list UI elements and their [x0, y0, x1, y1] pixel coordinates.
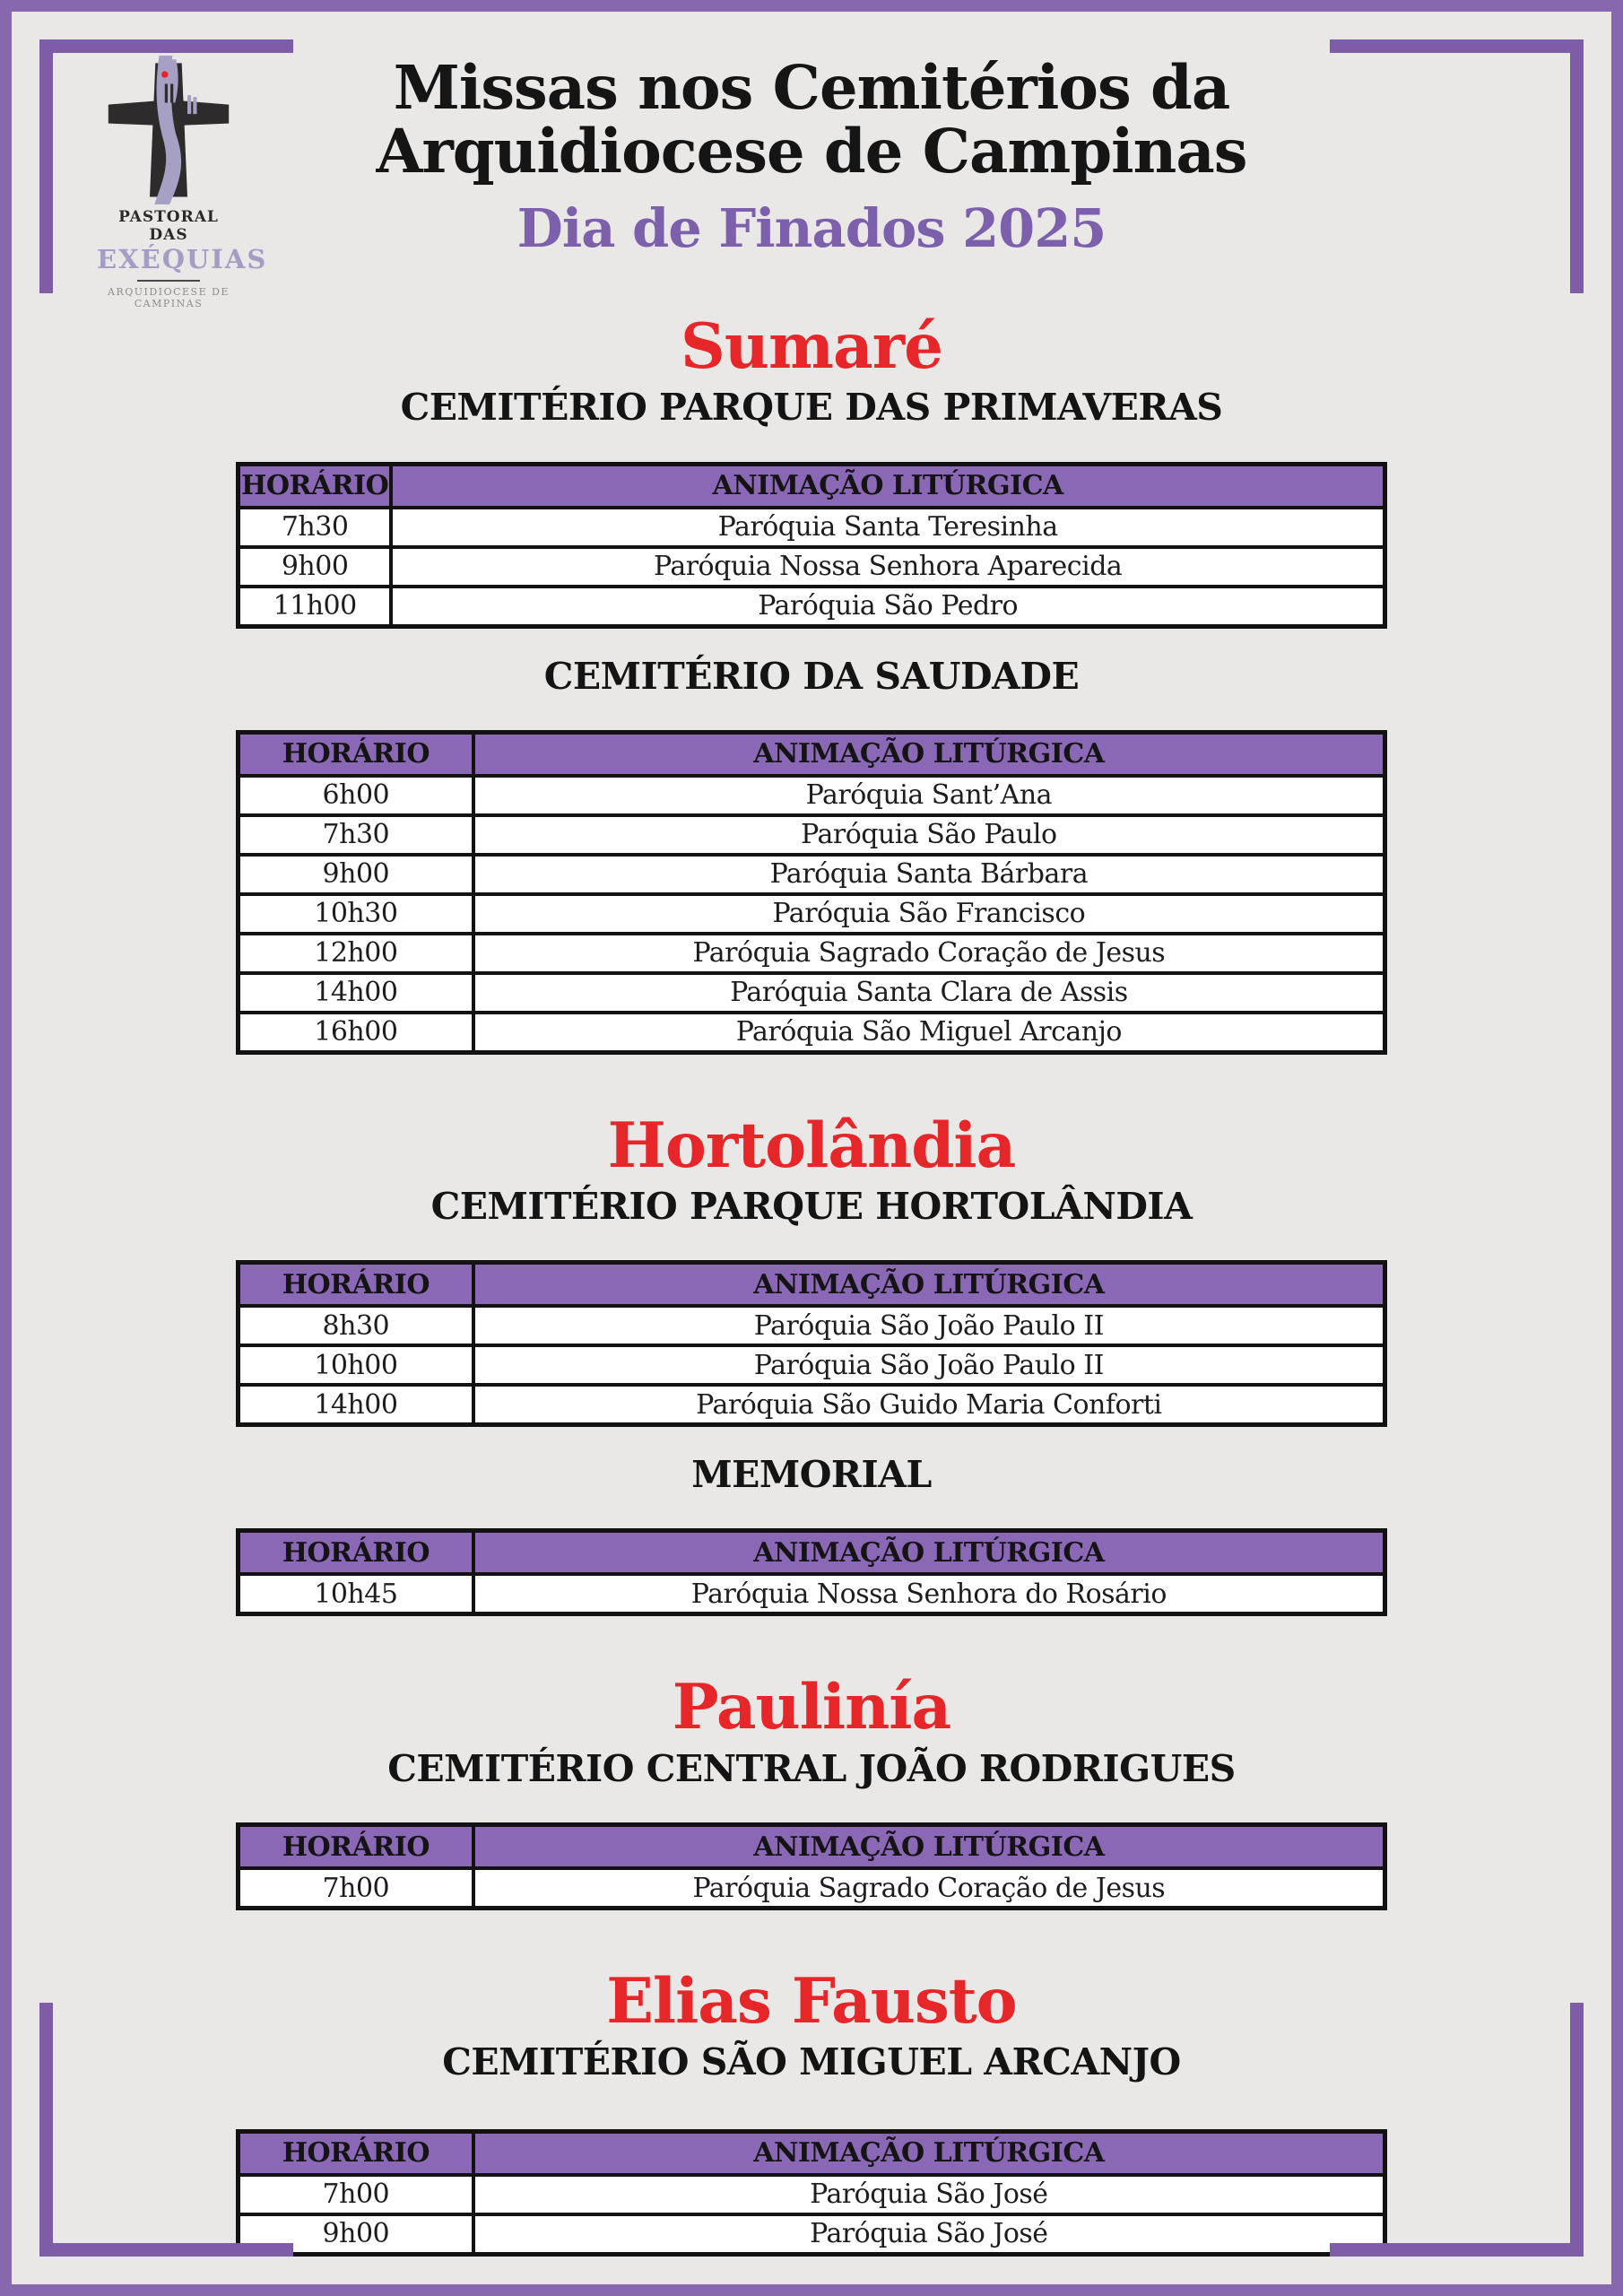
cemetery-heading-parque-das-primaveras: CEMITÉRIO PARQUE DAS PRIMAVERAS: [400, 386, 1223, 430]
time-cell: 9h00: [239, 2214, 473, 2255]
table-row: [239, 1013, 1385, 1053]
schedule-table-sao-miguel-arcanjo: [236, 2129, 1387, 2257]
table-row: [239, 547, 1385, 587]
parish-cell: Paróquia Sagrado Coração de Jesus: [473, 1868, 1385, 1909]
parish-cell: Paróquia Santa Bárbara: [473, 855, 1385, 894]
schedule-table-primaveras: [236, 462, 1387, 629]
time-cell: 7h00: [239, 2175, 473, 2214]
table-row: [239, 1345, 1385, 1385]
time-cell: 7h00: [239, 1868, 473, 1909]
schedule-table-central-joao-rodrigues: [236, 1822, 1387, 1910]
animacao-header: ANIMAÇÃO LITÚRGICA: [473, 732, 1385, 776]
time-cell: 16h00: [239, 1013, 473, 1053]
horario-header: HORÁRIO: [239, 464, 392, 508]
parish-cell: Paróquia São José: [473, 2214, 1385, 2255]
logo-text-arquidiocese: ARQUIDIOCESE DE CAMPINAS: [108, 286, 230, 309]
table-header-row: [239, 464, 1385, 508]
parish-cell: Paróquia Sant’Ana: [473, 776, 1385, 815]
table-row: [239, 1306, 1385, 1345]
time-cell: 12h00: [239, 934, 473, 973]
parish-cell: Paróquia São João Paulo II: [473, 1345, 1385, 1385]
parish-cell: Paróquia São Paulo: [473, 815, 1385, 855]
animacao-header: ANIMAÇÃO LITÚRGICA: [473, 1825, 1385, 1869]
parish-cell: Paróquia São João Paulo II: [473, 1306, 1385, 1345]
table-row: [239, 1385, 1385, 1425]
time-cell: 8h30: [239, 1306, 473, 1345]
table-row: [239, 587, 1385, 627]
animacao-header: ANIMAÇÃO LITÚRGICA: [473, 2131, 1385, 2175]
schedule-table-saudade: [236, 730, 1387, 1055]
page-subtitle: Dia de Finados 2025: [516, 197, 1107, 260]
parish-cell: Paróquia São Miguel Arcanjo: [473, 1013, 1385, 1053]
horario-header: HORÁRIO: [239, 1263, 473, 1307]
table-row: [239, 2214, 1385, 2255]
animacao-header: ANIMAÇÃO LITÚRGICA: [473, 1531, 1385, 1575]
table-row: [239, 973, 1385, 1013]
cemetery-heading-central-joao-rodrigues: CEMITÉRIO CENTRAL JOÃO RODRIGUES: [387, 1746, 1236, 1790]
logo-text-pastoral-das: PASTORAL DAS: [118, 208, 219, 244]
parish-cell: Paróquia Nossa Senhora Aparecida: [391, 547, 1384, 587]
parish-cell: Paróquia São Guido Maria Conforti: [473, 1385, 1385, 1425]
horario-header: HORÁRIO: [239, 1825, 473, 1869]
table-header-row: [239, 2131, 1385, 2175]
horario-header: HORÁRIO: [239, 732, 473, 776]
time-cell: 10h00: [239, 1345, 473, 1385]
table-row: [239, 934, 1385, 973]
parish-cell: Paróquia Sagrado Coração de Jesus: [473, 934, 1385, 973]
table-row: [239, 894, 1385, 934]
table-header-row: [239, 732, 1385, 776]
table-row: [239, 508, 1385, 547]
table-row: [239, 2175, 1385, 2214]
cemetery-heading-da-saudade: CEMITÉRIO DA SAUDADE: [543, 654, 1080, 698]
time-cell: 7h30: [239, 508, 392, 547]
parish-cell: Paróquia São José: [473, 2175, 1385, 2214]
cemetery-heading-memorial: MEMORIAL: [691, 1453, 932, 1497]
table-row: [239, 776, 1385, 815]
parish-cell: Paróquia Santa Clara de Assis: [473, 973, 1385, 1013]
schedule-table-parque-hortolandia: [236, 1260, 1387, 1427]
city-heading-paulinia: Paulinía: [672, 1671, 951, 1744]
time-cell: 7h30: [239, 815, 473, 855]
cemetery-heading-parque-hortolandia: CEMITÉRIO PARQUE HORTOLÂNDIA: [430, 1185, 1193, 1229]
schedule-table-memorial: [236, 1528, 1387, 1616]
table-header-row: [239, 1531, 1385, 1575]
table-row: [239, 1868, 1385, 1909]
city-heading-sumare: Sumaré: [681, 310, 942, 384]
table-header-row: [239, 1825, 1385, 1869]
hands-cross-icon: [101, 56, 236, 206]
time-cell: 14h00: [239, 1385, 473, 1425]
pastoral-exequias-logo: [97, 56, 268, 309]
parish-cell: Paróquia Nossa Senhora do Rosário: [473, 1574, 1385, 1614]
animacao-header: ANIMAÇÃO LITÚRGICA: [473, 1263, 1385, 1307]
parish-cell: Paróquia São Pedro: [391, 587, 1384, 627]
city-heading-elias-fausto: Elias Fausto: [606, 1965, 1017, 2039]
time-cell: 9h00: [239, 855, 473, 894]
horario-header: HORÁRIO: [239, 2131, 473, 2175]
time-cell: 9h00: [239, 547, 392, 587]
time-cell: 6h00: [239, 776, 473, 815]
animacao-header: ANIMAÇÃO LITÚRGICA: [391, 464, 1384, 508]
logo-text-exequias: EXÉQUIAS: [97, 244, 268, 274]
time-cell: 10h45: [239, 1574, 473, 1614]
city-heading-hortolandia: Hortolândia: [607, 1109, 1016, 1182]
time-cell: 14h00: [239, 973, 473, 1013]
table-row: [239, 855, 1385, 894]
table-header-row: [239, 1263, 1385, 1307]
page-title-line1: Missas nos Cemitérios da: [393, 52, 1230, 123]
table-row: [239, 815, 1385, 855]
logo-divider: [137, 280, 200, 282]
page-title-line2: Arquidiocese de Campinas: [376, 116, 1247, 187]
page-header: [0, 0, 1623, 259]
cemetery-heading-sao-miguel-arcanjo: CEMITÉRIO SÃO MIGUEL ARCANJO: [442, 2040, 1181, 2084]
table-row: [239, 1574, 1385, 1614]
horario-header: HORÁRIO: [239, 1531, 473, 1575]
parish-cell: Paróquia São Francisco: [473, 894, 1385, 934]
time-cell: 10h30: [239, 894, 473, 934]
parish-cell: Paróquia Santa Teresinha: [391, 508, 1384, 547]
schedule-content: [236, 310, 1387, 2257]
time-cell: 11h00: [239, 587, 392, 627]
